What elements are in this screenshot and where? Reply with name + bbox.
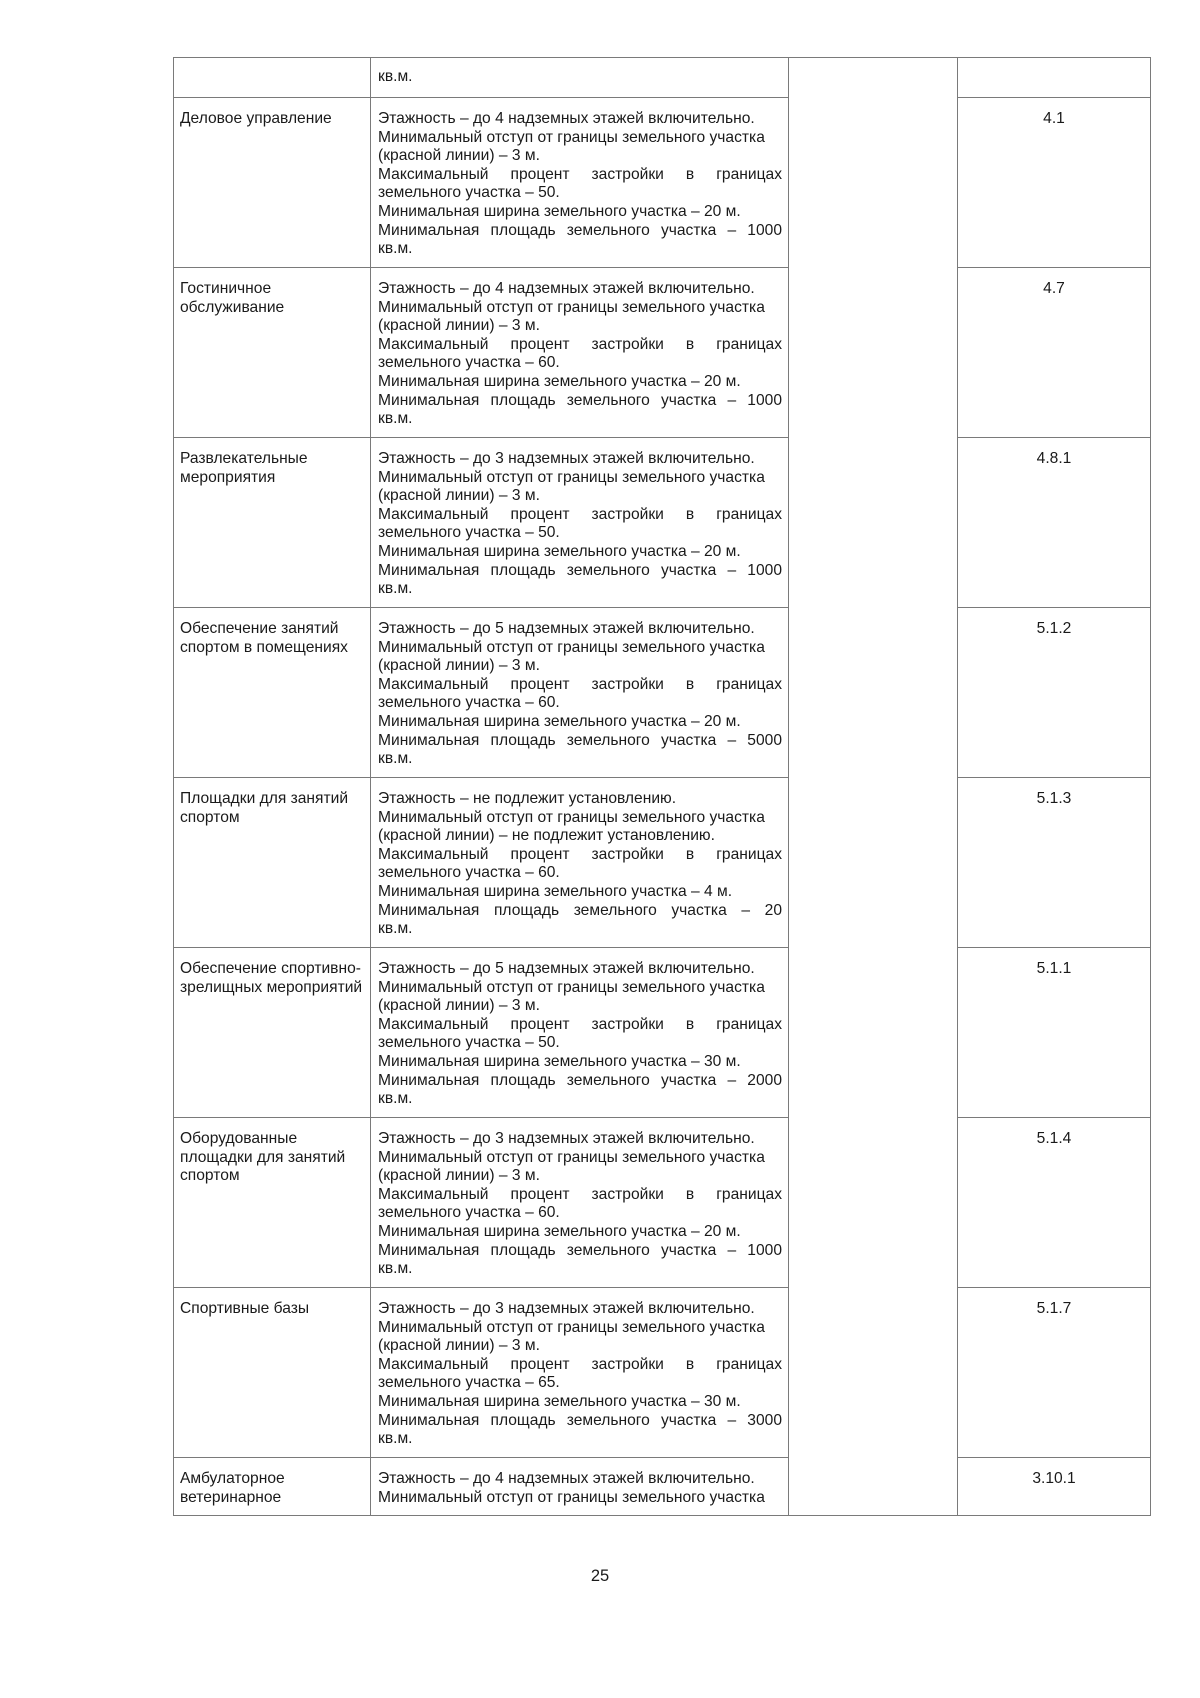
parameter-line: Минимальная ширина земельного участка – 4 м. bbox=[378, 882, 733, 900]
empty-merged-column bbox=[789, 58, 958, 1516]
land-use-code: 5.1.7 bbox=[1036, 1300, 1072, 1317]
code-cell bbox=[958, 58, 1151, 98]
table-row bbox=[174, 438, 1151, 608]
page-number: 25 bbox=[590, 1567, 610, 1585]
parameter-line: земельного участка – 50. bbox=[378, 1034, 560, 1052]
parameter-line: Максимальный процент застройки в границах bbox=[378, 335, 782, 353]
parameter-line: Минимальная ширина земельного участка – 30 м. bbox=[378, 1052, 741, 1070]
table-row bbox=[174, 778, 1151, 948]
code-cell bbox=[958, 438, 1151, 608]
code-cell bbox=[958, 268, 1151, 438]
parameter-line: Минимальный отступ от границы земельного участка bbox=[378, 1148, 765, 1166]
parameters-cell bbox=[371, 1118, 789, 1288]
land-use-name: Оборудованные площадки для занятий спортом bbox=[180, 1130, 346, 1185]
parameter-line: (красной линии) – 3 м. bbox=[378, 487, 540, 505]
parameter-line: Минимальная площадь земельного участка – 1000 bbox=[378, 221, 782, 239]
parameter-line: земельного участка – 60. bbox=[378, 694, 560, 712]
code-cell bbox=[958, 778, 1151, 948]
land-use-code: 3.10.1 bbox=[1032, 1470, 1076, 1487]
table-row-last bbox=[174, 1458, 1151, 1516]
parameter-line: кв.м. bbox=[378, 1090, 413, 1108]
land-use-code: 5.1.1 bbox=[1036, 960, 1072, 977]
parameter-line: Минимальная площадь земельного участка – 2000 bbox=[378, 1071, 782, 1089]
parameter-line: (красной линии) – 3 м. bbox=[378, 317, 540, 335]
land-use-name-cell bbox=[174, 778, 371, 948]
parameters-cell bbox=[371, 778, 789, 948]
parameter-line: Максимальный процент застройки в границах bbox=[378, 1185, 782, 1203]
parameter-line: Этажность – до 5 надземных этажей включительно. bbox=[378, 960, 755, 977]
parameter-line: Минимальный отступ от границы земельного участка bbox=[378, 468, 765, 486]
parameter-line: Максимальный процент застройки в границах bbox=[378, 845, 782, 863]
parameter-line: Минимальный отступ от границы земельного участка bbox=[378, 638, 765, 656]
parameter-line: Этажность – до 3 надземных этажей включительно. bbox=[378, 1130, 755, 1147]
parameter-line: Этажность – до 3 надземных этажей включительно. bbox=[378, 450, 755, 467]
parameter-line: Минимальная площадь земельного участка – 20 bbox=[378, 901, 782, 919]
land-use-code: 5.1.2 bbox=[1036, 620, 1072, 637]
parameter-line: Минимальная площадь земельного участка – 3000 bbox=[378, 1411, 782, 1429]
parameters-cell bbox=[371, 948, 789, 1118]
land-use-name-cell bbox=[174, 1288, 371, 1458]
parameters-cell bbox=[371, 438, 789, 608]
parameter-line: кв.м. bbox=[378, 240, 413, 258]
parameter-line: (красной линии) – 3 м. bbox=[378, 147, 540, 165]
parameter-line: Этажность – не подлежит установлению. bbox=[378, 790, 677, 807]
land-use-code: 4.1 bbox=[1043, 110, 1065, 127]
land-use-name: Развлекательные мероприятия bbox=[180, 450, 308, 486]
land-use-name: Деловое управление bbox=[180, 110, 332, 127]
parameter-line: Этажность – до 4 надземных этажей включительно. bbox=[378, 1470, 755, 1487]
parameter-line: (красной линии) – 3 м. bbox=[378, 997, 540, 1015]
land-use-name: Амбулаторное ветеринарное bbox=[180, 1470, 285, 1506]
parameter-line: Минимальная площадь земельного участка – 1000 bbox=[378, 391, 782, 409]
parameter-line: земельного участка – 50. bbox=[378, 524, 560, 542]
code-cell bbox=[958, 608, 1151, 778]
parameter-line: кв.м. bbox=[378, 68, 413, 85]
parameter-line: Минимальный отступ от границы земельного участка bbox=[378, 978, 765, 996]
land-use-name: Спортивные базы bbox=[180, 1300, 310, 1317]
parameter-line: земельного участка – 60. bbox=[378, 354, 560, 372]
table-row bbox=[174, 268, 1151, 438]
land-use-code: 4.7 bbox=[1043, 280, 1065, 297]
parameter-line: Максимальный процент застройки в границах bbox=[378, 165, 782, 183]
land-use-name-cell bbox=[174, 98, 371, 268]
land-use-code: 5.1.3 bbox=[1036, 790, 1072, 807]
parameter-line: Минимальная ширина земельного участка – 20 м. bbox=[378, 1222, 741, 1240]
land-use-name: Гостиничное обслуживание bbox=[180, 280, 285, 316]
parameter-line: Этажность – до 4 надземных этажей включительно. bbox=[378, 280, 755, 297]
parameter-line: Максимальный процент застройки в границах bbox=[378, 1355, 782, 1373]
land-use-name: Обеспечение занятий спортом в помещениях bbox=[180, 620, 348, 656]
table-row bbox=[174, 948, 1151, 1118]
table-row bbox=[174, 1118, 1151, 1288]
parameter-line: Максимальный процент застройки в границах bbox=[378, 1015, 782, 1033]
parameter-line: Максимальный процент застройки в границах bbox=[378, 505, 782, 523]
parameter-line: Минимальный отступ от границы земельного участка bbox=[378, 808, 765, 826]
parameter-line: Минимальная площадь земельного участка – 5000 bbox=[378, 731, 782, 749]
land-use-table bbox=[173, 57, 1151, 1516]
table-row bbox=[174, 608, 1151, 778]
land-use-name: Обеспечение спортивно-зрелищных мероприятий bbox=[180, 960, 363, 996]
parameter-line: земельного участка – 60. bbox=[378, 1204, 560, 1222]
parameter-line: Минимальный отступ от границы земельного участка bbox=[378, 1488, 765, 1506]
land-use-name-cell bbox=[174, 608, 371, 778]
parameter-line: Минимальная ширина земельного участка – 20 м. bbox=[378, 542, 741, 560]
parameter-line: Этажность – до 4 надземных этажей включительно. bbox=[378, 110, 755, 127]
parameter-line: Минимальная ширина земельного участка – 30 м. bbox=[378, 1392, 741, 1410]
parameters-cell bbox=[371, 1288, 789, 1458]
parameter-line: (красной линии) – 3 м. bbox=[378, 1167, 540, 1185]
parameter-line: Этажность – до 5 надземных этажей включительно. bbox=[378, 620, 755, 637]
parameter-line: земельного участка – 60. bbox=[378, 864, 560, 882]
parameter-line: (красной линии) – не подлежит установлению. bbox=[378, 827, 715, 845]
land-use-name-cell bbox=[174, 1458, 371, 1516]
land-use-name-cell bbox=[174, 948, 371, 1118]
table-row bbox=[174, 98, 1151, 268]
code-cell bbox=[958, 1288, 1151, 1458]
code-cell bbox=[958, 1458, 1151, 1516]
parameter-line: кв.м. bbox=[378, 1260, 413, 1278]
parameter-line: Минимальный отступ от границы земельного участка bbox=[378, 1318, 765, 1336]
parameters-cell bbox=[371, 58, 789, 98]
land-use-name-cell bbox=[174, 268, 371, 438]
code-cell bbox=[958, 98, 1151, 268]
code-cell bbox=[958, 1118, 1151, 1288]
parameter-line: земельного участка – 65. bbox=[378, 1374, 560, 1392]
table-row-continued bbox=[174, 58, 1151, 98]
parameter-line: Минимальная ширина земельного участка – 20 м. bbox=[378, 712, 741, 730]
parameter-line: Этажность – до 3 надземных этажей включительно. bbox=[378, 1300, 755, 1317]
parameter-line: кв.м. bbox=[378, 410, 413, 428]
parameter-line: (красной линии) – 3 м. bbox=[378, 657, 540, 675]
land-use-name-cell bbox=[174, 58, 371, 98]
parameters-cell bbox=[371, 268, 789, 438]
land-use-name-cell bbox=[174, 1118, 371, 1288]
land-use-code: 4.8.1 bbox=[1036, 450, 1072, 467]
code-cell bbox=[958, 948, 1151, 1118]
parameter-line: кв.м. bbox=[378, 750, 413, 768]
table-row bbox=[174, 1288, 1151, 1458]
parameters-cell bbox=[371, 98, 789, 268]
land-use-name: Площадки для занятий спортом bbox=[180, 790, 349, 826]
parameter-line: земельного участка – 50. bbox=[378, 184, 560, 202]
parameter-line: Минимальный отступ от границы земельного участка bbox=[378, 128, 765, 146]
parameter-line: Минимальный отступ от границы земельного участка bbox=[378, 298, 765, 316]
parameter-line: Минимальная ширина земельного участка – 20 м. bbox=[378, 202, 741, 220]
parameter-line: (красной линии) – 3 м. bbox=[378, 1337, 540, 1355]
land-use-name-cell bbox=[174, 438, 371, 608]
parameter-line: Минимальная площадь земельного участка – 1000 bbox=[378, 1241, 782, 1259]
parameters-cell bbox=[371, 608, 789, 778]
parameter-line: кв.м. bbox=[378, 580, 413, 598]
parameter-line: кв.м. bbox=[378, 920, 413, 938]
parameter-line: кв.м. bbox=[378, 1430, 413, 1448]
parameter-line: Минимальная ширина земельного участка – 20 м. bbox=[378, 372, 741, 390]
land-use-code: 5.1.4 bbox=[1036, 1130, 1072, 1147]
table-body bbox=[174, 58, 1151, 1516]
parameter-line: Максимальный процент застройки в границах bbox=[378, 675, 782, 693]
parameters-cell bbox=[371, 1458, 789, 1516]
parameter-line: Минимальная площадь земельного участка – 1000 bbox=[378, 561, 782, 579]
